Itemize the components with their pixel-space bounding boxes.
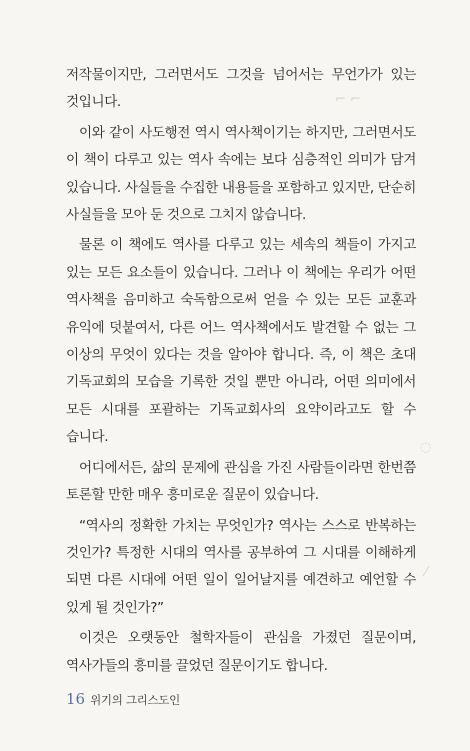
paragraph: 이와 같이 사도행전 역시 역사책이기는 하지만, 그러면서도 이 책이 다루고 있는 역사 속에는 보다 심층적인 의미가 담겨 있습니다. 사실들을 수집한 내용들을 포함하고 있지만, 단순히 사실들을 모아 둔 것으로 그치지 않습니다. (66, 124, 416, 224)
page-number: 16 (66, 690, 86, 708)
show-through-mark: ⁄ (425, 565, 428, 580)
running-title: 위기의 그리스도인 (90, 693, 180, 707)
show-through-mark: ⌐ ⌐ (335, 92, 361, 107)
page-footer (66, 690, 180, 708)
show-through-mark: ◌ (420, 440, 432, 455)
paragraph: 물론 이 책에도 역사를 다루고 있는 세속의 책들이 가지고 있는 모든 요소들이 있습니다. 그러나 이 책에는 우리가 어떤 역사책을 음미하고 숙독함으로써 얻을 수 있는 모든 교훈과 유익에 덧붙여서, 다른 어느 역사책에서도 발견할 수 없는 그 이상의 무엇이 있다는 것을 알아야 합니다. 즉, 이 책은 초대 기독교회의 모습을 기록한 것일 뿐만 아니라, 어떤 의미에서 모든 시대를 포괄하는 기독교회사의 요약이라고도 할 수 습니다. (66, 237, 416, 446)
body-text (66, 62, 416, 680)
quoted-paragraph: “역사의 정확한 가치는 무엇인가? 역사는 스스로 반복하는 것인가? 특정한 시대의 역사를 공부하여 그 시대를 이해하게 되면 다른 시대에 어떤 일이 일어날지를 예견하고 예언할 수 있게 될 것인가?” (66, 517, 416, 616)
paragraph: 저작물이지만, 그러면서도 그것을 넘어서는 무언가가 있는 것입니다. (66, 67, 416, 111)
paragraph: 이것은 오랫동안 철학자들이 관심을 가졌던 질문이며, 역사가들의 흥미를 끌었던 질문이기도 합니다. (66, 630, 416, 674)
paragraph: 어디에서든, 삶의 문제에 관심을 가진 사람들이라면 한번쯤 토론할 만한 매우 흥미로운 질문이 있습니다. (66, 459, 416, 504)
